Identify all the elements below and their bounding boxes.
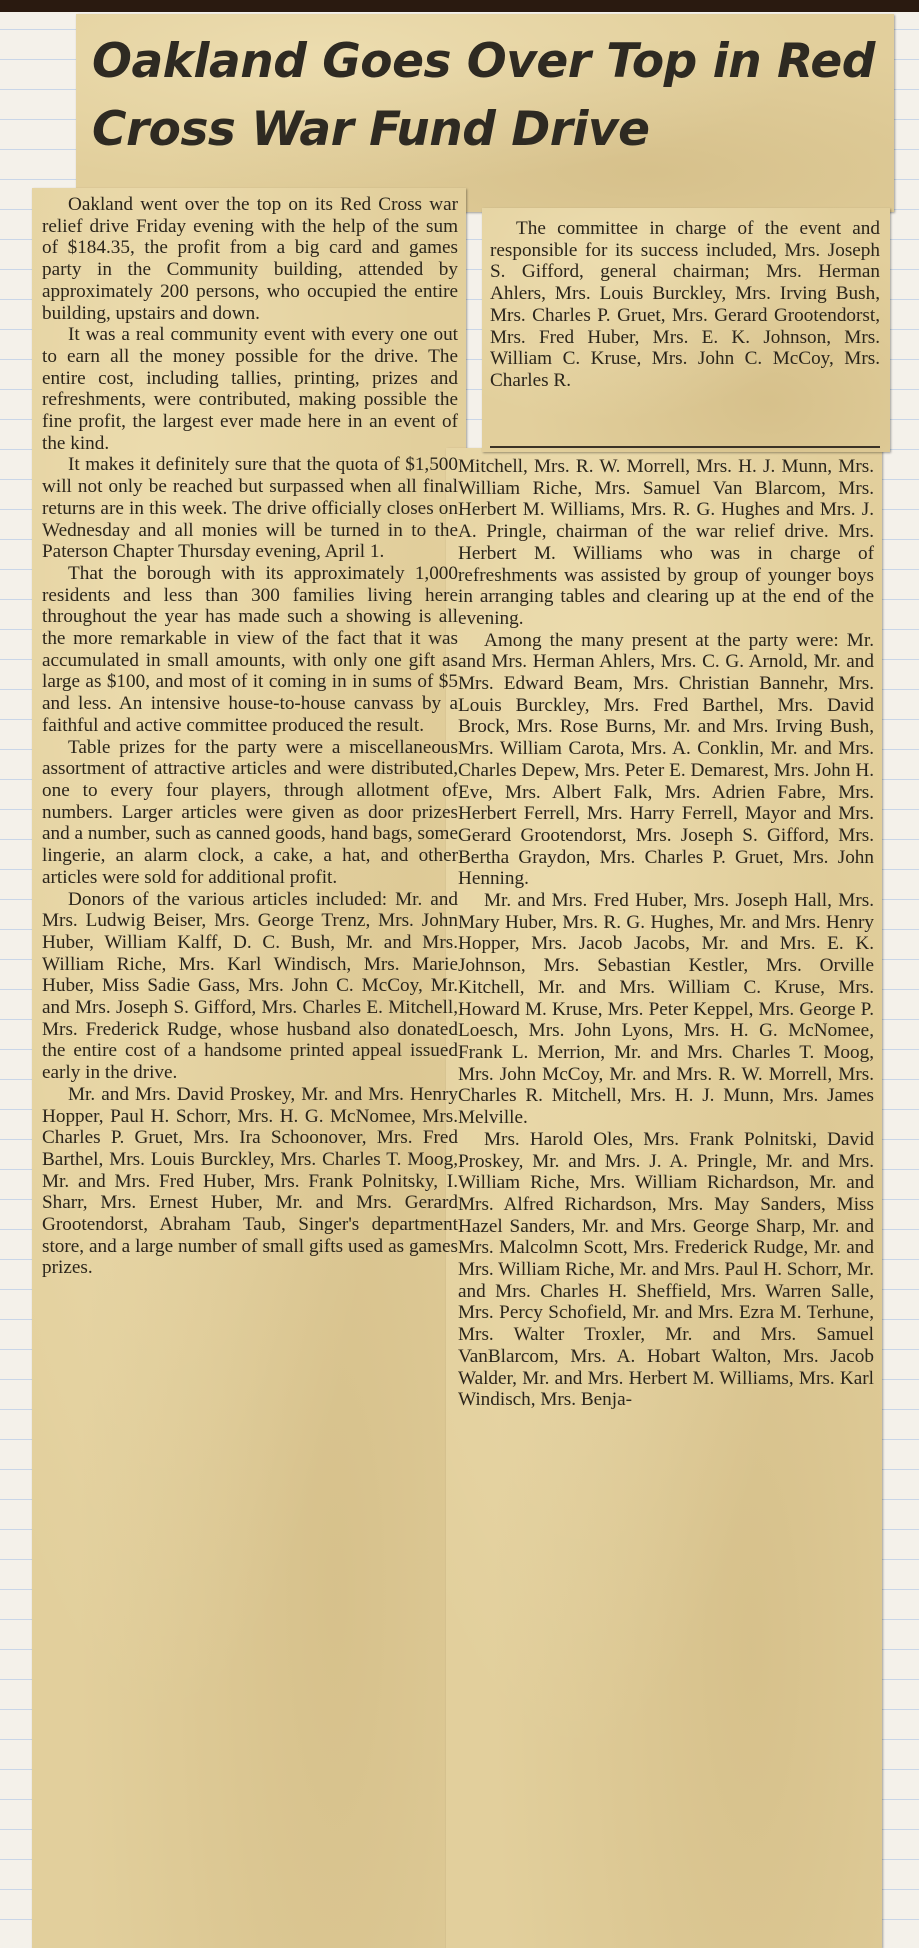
scrapbook-top-edge bbox=[0, 0, 919, 12]
paragraph: Table prizes for the party were a miscellaneous assortment of attractive articles and were distributed, one to every four players, through allotment of numbers. Larger articles were given as door prizes and a number, such as canned goods, hand bags, some lingerie, an alarm clock, a cake, a hat, and other articles were sold for additional profit. bbox=[42, 736, 458, 888]
paragraph: Mr. and Mrs. Fred Huber, Mrs. Joseph Hall, Mrs. Mary Huber, Mrs. R. G. Hughes, Mr. and Mrs. Henry Hopper, Mrs. Jacob Jacobs, Mr. and Mrs. E. K. Johnson, Mrs. Sebastian Kestler, Mrs. Orville Kitchell, Mr. and Mrs. William C. Kruse, Mrs. Howard M. Kruse, Mrs. Peter Keppel, Mrs. George P. Loesch, Mrs. John Lyons, Mrs. H. G. McNomee, Frank L. Merrion, Mr. and Mrs. Charles T. Moog, Mrs. John McCoy, Mr. and Mrs. R. W. Morrell, Mrs. Charles R. Mitchell, Mrs. H. J. Munn, Mrs. James Melville. bbox=[458, 890, 874, 1129]
paragraph: That the borough with its approximately 1,000 residents and less than 300 families living here throughout the year has made such a showing is all the more remarkable in view of the fact that it was accumulated in small amounts, with only one gift as large as $100, and most of it coming in in sums of $5 and less. An intensive house-to-house canvass by a faithful and active committee produced the result. bbox=[42, 562, 458, 736]
paragraph: Donors of the various articles included: Mr. and Mrs. Ludwig Beiser, Mrs. George Trenz, Mrs. John Huber, William Kalff, D. C. Bush, Mr. and Mrs. William Riche, Mrs. Karl Windisch, Mrs. Marie Huber, Miss Sadie Gass, Mrs. John C. McCoy, Mr. and Mrs. Joseph S. Gifford, Mrs. Charles E. Mitchell, Mrs. Frederick Rudge, whose husband also donated the entire cost of a handsome printed appeal issued early in the drive. bbox=[42, 888, 458, 1084]
article-headline: Oakland Goes Over Top in Red Cross War Fund Drive bbox=[92, 34, 875, 157]
left-column bbox=[42, 194, 458, 1279]
paragraph: Among the many present at the party were: Mr. and Mrs. Herman Ahlers, Mrs. C. G. Arnold, Mr. and Mrs. Edward Beam, Mrs. Christian Bannehr, Mrs. Louis Burckley, Mrs. Fred Barthel, Mrs. David Brock, Mrs. Rose Burns, Mr. and Mrs. Irving Bush, Mrs. William Carota, Mrs. A. Conklin, Mr. and Mrs. Charles Depew, Mrs. Peter E. Demarest, Mrs. John H. Eve, Mrs. Albert Falk, Mrs. Adrien Fabre, Mrs. Herbert Ferrell, Mrs. Harry Ferrell, Mayor and Mrs. Gerard Grootendorst, Mrs. Joseph S. Gifford, Mrs. Bertha Graydon, Mrs. Charles P. Gruet, Mrs. John Henning. bbox=[458, 629, 874, 890]
paragraph: It makes it definitely sure that the quota of $1,500 will not only be reached but surpassed when all final returns are in this week. The drive officially closes on Wednesday and all monies will be turned in to the Paterson Chapter Thursday evening, April 1. bbox=[42, 454, 458, 563]
paragraph: Mr. and Mrs. David Proskey, Mr. and Mrs. Henry Hopper, Paul H. Schorr, Mrs. H. G. McNomee, Mrs. Charles P. Gruet, Mrs. Ira Schoonover, Mrs. Fred Barthel, Mrs. Louis Burckley, Mrs. Charles T. Moog, Mr. and Mrs. Fred Huber, Mrs. Frank Polnitsky, I. Sharr, Mrs. Ernest Huber, Mr. and Mrs. Gerard Grootendorst, Abraham Taub, Singer's department store, and a large number of small gifts used as games prizes. bbox=[42, 1083, 458, 1279]
paragraph: Mrs. Harold Oles, Mrs. Frank Polnitski, David Proskey, Mr. and Mrs. J. A. Pringle, Mr. and Mrs. William Riche, Mrs. William Richardson, Mr. and Mrs. Alfred Richardson, Mrs. May Sanders, Miss Hazel Sanders, Mr. and Mrs. George Sharp, Mr. and Mrs. Malcolmn Scott, Mrs. Frederick Rudge, Mr. and Mrs. William Riche, Mr. and Mrs. Paul H. Schorr, Mr. and Mrs. Charles H. Sheffield, Mrs. Warren Salle, Mrs. Percy Schofield, Mr. and Mrs. Ezra M. Terhune, Mrs. Walter Troxler, Mr. and Mrs. Samuel VanBlarcom, Mrs. A. Hobart Walton, Mrs. Jacob Walder, Mr. and Mrs. Herbert M. Williams, Mrs. Karl Windisch, Mrs. Benja- bbox=[458, 1128, 874, 1411]
paragraph: Mitchell, Mrs. R. W. Morrell, Mrs. H. J. Munn, Mrs. William Riche, Mrs. Samuel Van Blarcom, Mrs. Herbert M. Williams, Mrs. R. G. Hughes and Mrs. J. A. Pringle, chairman of the war relief drive. Mrs. Herbert M. Williams who was in charge of refreshments was assisted by group of younger boys in arranging tables and clearing up at the end of the evening. bbox=[458, 456, 874, 629]
paragraph: It was a real community event with every one out to earn all the money possible for the drive. The entire cost, including tallies, printing, prizes and refreshments, were contributed, making possible the fine profit, the largest ever made here in an event of the kind. bbox=[42, 324, 458, 454]
paragraph: Oakland went over the top on its Red Cross war relief drive Friday evening with the help of the sum of $184.35, the profit from a big card and games party in the Community building, attended by approximately 200 persons, who occupied the entire building, upstairs and down. bbox=[42, 194, 458, 324]
right-top-column bbox=[490, 218, 880, 392]
column-divider-rule bbox=[490, 446, 880, 448]
paragraph: The committee in charge of the event and responsible for its success included, Mrs. Joseph S. Gifford, general chairman; Mrs. Herman Ahlers, Mrs. Louis Burckley, Mrs. Irving Bush, Mrs. Charles P. Gruet, Mrs. Gerard Grootendorst, Mrs. Fred Huber, Mrs. E. K. Johnson, Mrs. William C. Kruse, Mrs. John C. McCoy, Mrs. Charles R. bbox=[490, 218, 880, 391]
right-bottom-column bbox=[458, 456, 874, 1411]
